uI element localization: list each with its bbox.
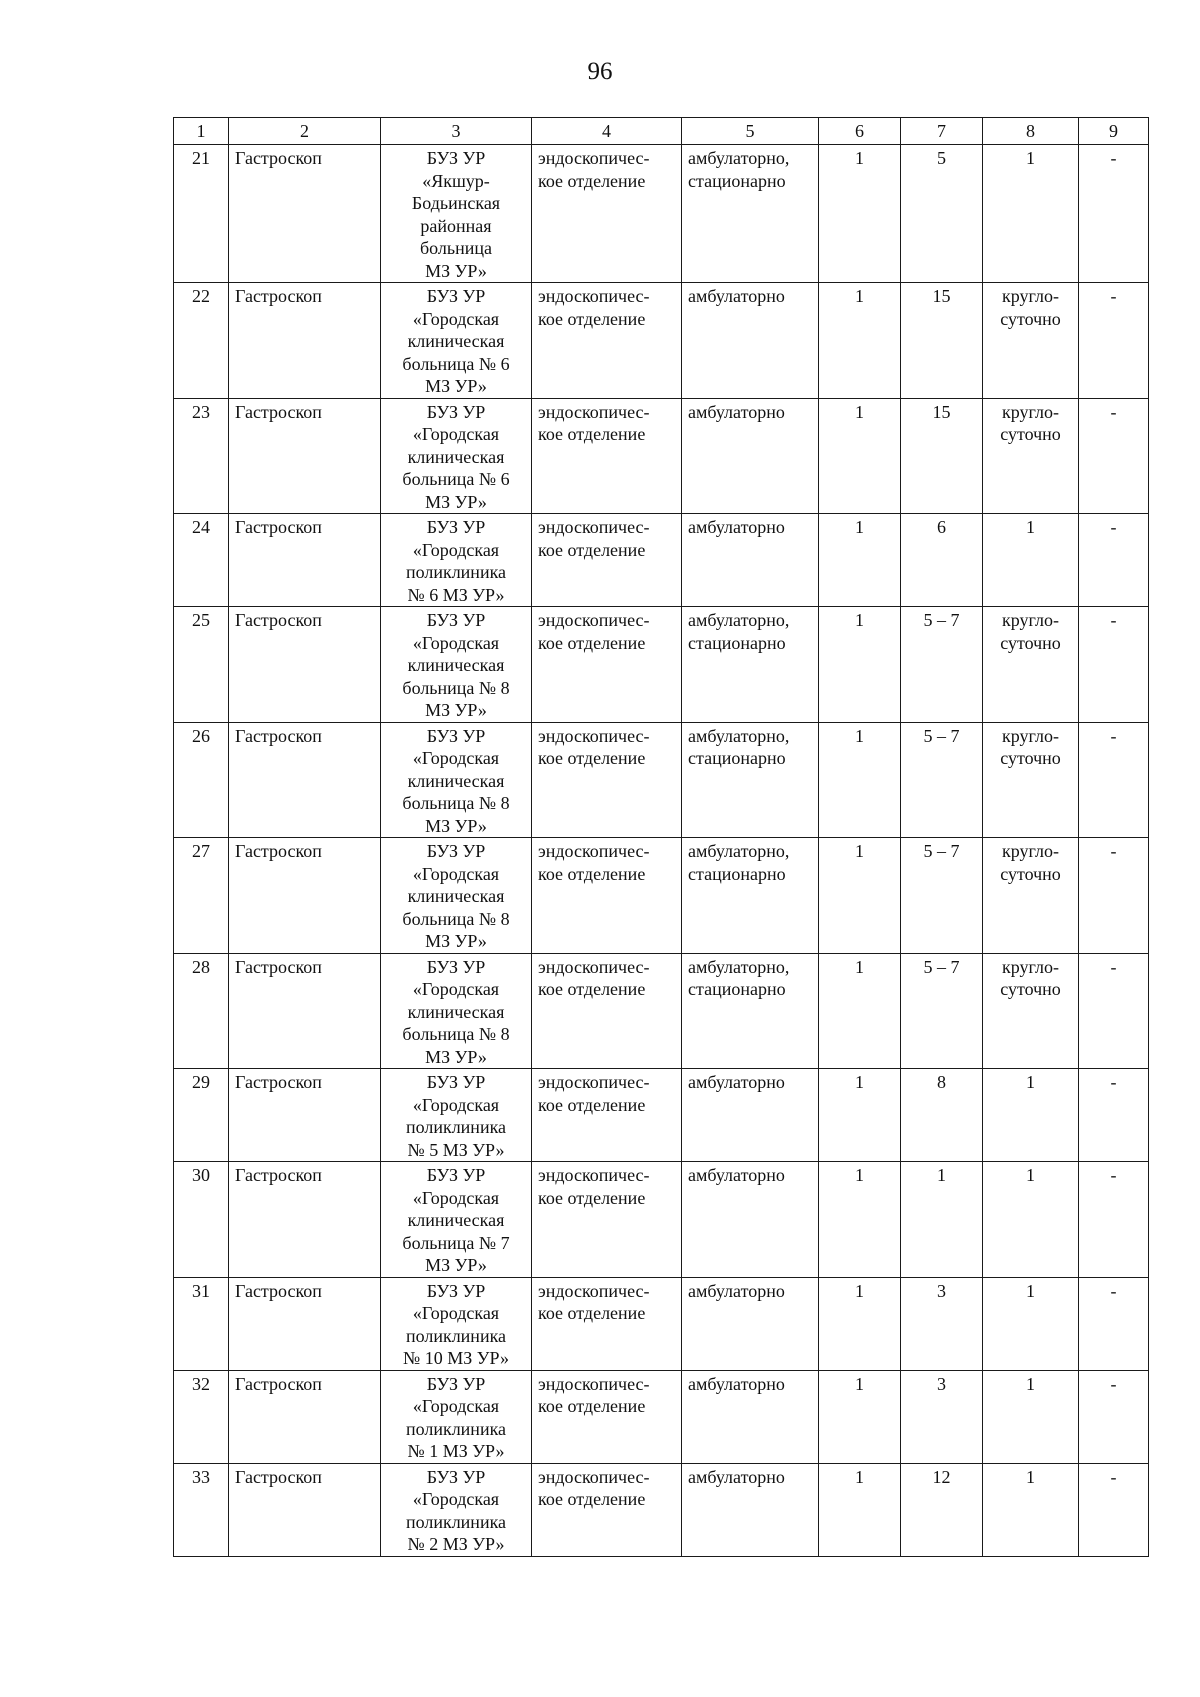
- column-9-cell: -: [1079, 1277, 1149, 1370]
- organization-cell-line: клиническая: [407, 331, 505, 351]
- department-cell: [532, 514, 682, 607]
- column-9-cell: -: [1079, 1370, 1149, 1463]
- organization-cell-line: БУЗ УР: [426, 841, 486, 861]
- column-7-cell: 5: [901, 145, 983, 283]
- department-cell: [532, 838, 682, 954]
- organization-cell: [381, 514, 532, 607]
- column-7-cell: 3: [901, 1277, 983, 1370]
- organization-cell-line: «Городская: [412, 308, 500, 329]
- organization-cell: [381, 1463, 532, 1556]
- column-8-cell: [983, 514, 1079, 607]
- column-6-cell: 1: [819, 283, 901, 399]
- service-mode-cell: [682, 514, 819, 607]
- organization-cell-line: № 10 МЗ УР»: [403, 1348, 509, 1368]
- organization-cell-line: больница № 8: [402, 908, 510, 929]
- column-7-cell: 8: [901, 1069, 983, 1162]
- column-9-cell: -: [1079, 953, 1149, 1069]
- department-cell-line: кое отделение: [538, 1094, 646, 1115]
- organization-cell-line: поликлиника: [405, 1325, 507, 1346]
- department-cell-line: эндоскопичес-: [538, 1280, 650, 1301]
- organization-cell-line: БУЗ УР: [426, 401, 486, 422]
- column-8-cell-line: 1: [1026, 1466, 1035, 1487]
- table-row: [174, 1463, 1149, 1556]
- device-name-cell: Гастроскоп: [229, 607, 381, 723]
- organization-cell-line: клиническая: [407, 655, 505, 675]
- organization-cell-line: МЗ УР»: [425, 376, 487, 396]
- organization-cell-line: больница № 6: [402, 469, 510, 489]
- row-number-cell: 26: [174, 722, 229, 838]
- organization-cell-line: БУЗ УР: [426, 148, 486, 168]
- column-8-cell: [983, 398, 1079, 514]
- column-9-cell: -: [1079, 398, 1149, 514]
- organization-cell: [381, 722, 532, 838]
- column-7-cell: 1: [901, 1162, 983, 1278]
- table-row: [174, 1069, 1149, 1162]
- device-name-cell: Гастроскоп: [229, 1069, 381, 1162]
- department-cell-line: кое отделение: [538, 632, 646, 653]
- organization-cell-line: больница № 8: [402, 677, 510, 698]
- table-row: [174, 607, 1149, 723]
- column-8-cell: [983, 145, 1079, 283]
- column-header: 9: [1079, 118, 1149, 145]
- organization-cell: [381, 145, 532, 283]
- service-mode-cell: [682, 607, 819, 723]
- column-6-cell: 1: [819, 1069, 901, 1162]
- column-7-cell: 15: [901, 283, 983, 399]
- row-number-cell: 24: [174, 514, 229, 607]
- organization-cell-line: № 5 МЗ УР»: [407, 1139, 505, 1160]
- organization-cell-line: «Якшур-: [422, 170, 490, 191]
- organization-cell-line: БУЗ УР: [426, 956, 486, 977]
- service-mode-cell-line: амбулаторно,: [688, 725, 790, 746]
- column-8-cell-line: суточно: [1000, 308, 1061, 329]
- organization-cell-line: клиническая: [407, 1001, 505, 1022]
- organization-cell: [381, 283, 532, 399]
- department-cell-line: эндоскопичес-: [538, 1072, 650, 1092]
- equipment-table: [173, 117, 1149, 1557]
- column-8-cell-line: кругло-: [1002, 610, 1059, 630]
- organization-cell-line: МЗ УР»: [425, 1046, 487, 1067]
- table-row: [174, 1162, 1149, 1278]
- row-number-cell: 23: [174, 398, 229, 514]
- column-7-cell: 5 – 7: [901, 838, 983, 954]
- organization-cell-line: «Городская: [412, 1094, 500, 1115]
- organization-cell-line: поликлиника: [405, 1418, 507, 1439]
- service-mode-cell-line: стационарно: [688, 979, 786, 999]
- column-header: 4: [532, 118, 682, 145]
- service-mode-cell-line: амбулаторно,: [688, 841, 790, 861]
- column-header: 3: [381, 118, 532, 145]
- organization-cell-line: БУЗ УР: [426, 286, 486, 306]
- table-row: [174, 283, 1149, 399]
- table-row: [174, 1277, 1149, 1370]
- row-number-cell: 29: [174, 1069, 229, 1162]
- table-row: [174, 1370, 1149, 1463]
- organization-cell-line: БУЗ УР: [426, 610, 486, 630]
- service-mode-cell-line: амбулаторно: [688, 1165, 785, 1185]
- column-9-cell: -: [1079, 838, 1149, 954]
- page-number: 96: [587, 58, 613, 85]
- organization-cell-line: клиническая: [407, 886, 505, 906]
- service-mode-cell-line: амбулаторно,: [688, 956, 790, 977]
- device-name-cell: Гастроскоп: [229, 1277, 381, 1370]
- column-6-cell: 1: [819, 1277, 901, 1370]
- row-number-cell: 27: [174, 838, 229, 954]
- device-name-cell: Гастроскоп: [229, 1162, 381, 1278]
- department-cell-line: эндоскопичес-: [538, 956, 650, 977]
- service-mode-cell-line: стационарно: [688, 632, 786, 653]
- department-cell-line: эндоскопичес-: [538, 401, 650, 422]
- department-cell-line: эндоскопичес-: [538, 286, 650, 306]
- table-row: [174, 838, 1149, 954]
- table-row: [174, 722, 1149, 838]
- column-8-cell-line: 1: [1026, 148, 1035, 168]
- column-9-cell: -: [1079, 1162, 1149, 1278]
- column-7-cell: 5 – 7: [901, 722, 983, 838]
- column-6-cell: 1: [819, 607, 901, 723]
- organization-cell-line: МЗ УР»: [425, 1255, 487, 1275]
- service-mode-cell-line: стационарно: [688, 170, 786, 191]
- organization-cell-line: БУЗ УР: [426, 1373, 486, 1394]
- department-cell: [532, 283, 682, 399]
- column-8-cell: [983, 722, 1079, 838]
- department-cell-line: эндоскопичес-: [538, 725, 650, 746]
- service-mode-cell-line: амбулаторно: [688, 401, 785, 422]
- service-mode-cell-line: амбулаторно,: [688, 148, 790, 168]
- service-mode-cell-line: амбулаторно,: [688, 610, 790, 630]
- organization-cell-line: поликлиника: [405, 1117, 507, 1137]
- device-name-cell: Гастроскоп: [229, 145, 381, 283]
- organization-cell: [381, 1162, 532, 1278]
- organization-cell-line: «Городская: [412, 1396, 500, 1416]
- column-8-cell-line: суточно: [1000, 979, 1061, 999]
- organization-cell-line: «Городская: [412, 748, 500, 768]
- table-row: [174, 145, 1149, 283]
- department-cell-line: кое отделение: [538, 863, 646, 884]
- organization-cell-line: № 2 МЗ УР»: [407, 1534, 505, 1554]
- table-row: [174, 398, 1149, 514]
- table-row: [174, 953, 1149, 1069]
- table-row: [174, 514, 1149, 607]
- department-cell: [532, 722, 682, 838]
- organization-cell-line: «Городская: [412, 863, 500, 884]
- department-cell-line: кое отделение: [538, 748, 646, 768]
- service-mode-cell-line: стационарно: [688, 863, 786, 884]
- organization-cell: [381, 607, 532, 723]
- organization-cell-line: № 1 МЗ УР»: [407, 1441, 505, 1461]
- row-number-cell: 31: [174, 1277, 229, 1370]
- column-8-cell: [983, 607, 1079, 723]
- department-cell: [532, 953, 682, 1069]
- device-name-cell: Гастроскоп: [229, 283, 381, 399]
- organization-cell-line: Бодьинская: [411, 193, 501, 213]
- column-6-cell: 1: [819, 1162, 901, 1278]
- column-6-cell: 1: [819, 953, 901, 1069]
- row-number-cell: 21: [174, 145, 229, 283]
- column-8-cell: [983, 1162, 1079, 1278]
- service-mode-cell-line: амбулаторно: [688, 1466, 785, 1487]
- department-cell: [532, 1277, 682, 1370]
- column-6-cell: 1: [819, 1370, 901, 1463]
- organization-cell-line: БУЗ УР: [426, 725, 486, 746]
- column-7-cell: 5 – 7: [901, 953, 983, 1069]
- column-6-cell: 1: [819, 145, 901, 283]
- column-8-cell-line: суточно: [1000, 632, 1061, 653]
- organization-cell-line: «Городская: [412, 632, 500, 653]
- department-cell-line: эндоскопичес-: [538, 1373, 650, 1394]
- organization-cell-line: поликлиника: [405, 562, 507, 582]
- column-8-cell-line: 1: [1026, 1072, 1035, 1092]
- column-9-cell: -: [1079, 1069, 1149, 1162]
- column-header: 8: [983, 118, 1079, 145]
- column-6-cell: 1: [819, 514, 901, 607]
- service-mode-cell: [682, 145, 819, 283]
- device-name-cell: Гастроскоп: [229, 514, 381, 607]
- department-cell: [532, 145, 682, 283]
- department-cell-line: кое отделение: [538, 539, 646, 560]
- row-number-cell: 25: [174, 607, 229, 723]
- department-cell-line: эндоскопичес-: [538, 610, 650, 630]
- column-8-cell-line: кругло-: [1002, 841, 1059, 861]
- organization-cell-line: МЗ УР»: [425, 815, 487, 836]
- row-number-cell: 28: [174, 953, 229, 1069]
- organization-cell-line: «Городская: [412, 1303, 500, 1323]
- column-9-cell: -: [1079, 1463, 1149, 1556]
- organization-cell: [381, 1069, 532, 1162]
- organization-cell-line: БУЗ УР: [426, 1466, 486, 1487]
- column-header: 7: [901, 118, 983, 145]
- department-cell-line: кое отделение: [538, 979, 646, 999]
- device-name-cell: Гастроскоп: [229, 398, 381, 514]
- column-8-cell-line: 1: [1026, 1373, 1035, 1394]
- device-name-cell: Гастроскоп: [229, 953, 381, 1069]
- department-cell: [532, 1162, 682, 1278]
- service-mode-cell: [682, 1162, 819, 1278]
- column-7-cell: 5 – 7: [901, 607, 983, 723]
- device-name-cell: Гастроскоп: [229, 838, 381, 954]
- organization-cell-line: больница № 7: [402, 1232, 510, 1253]
- column-8-cell-line: кругло-: [1002, 286, 1059, 306]
- service-mode-cell: [682, 1463, 819, 1556]
- service-mode-cell: [682, 722, 819, 838]
- organization-cell-line: БУЗ УР: [426, 517, 486, 537]
- column-8-cell: [983, 838, 1079, 954]
- column-9-cell: -: [1079, 722, 1149, 838]
- department-cell-line: кое отделение: [538, 1303, 646, 1323]
- organization-cell-line: МЗ УР»: [425, 260, 487, 281]
- column-7-cell: 12: [901, 1463, 983, 1556]
- department-cell: [532, 1069, 682, 1162]
- service-mode-cell: [682, 1069, 819, 1162]
- column-8-cell-line: 1: [1026, 1280, 1035, 1301]
- column-9-cell: -: [1079, 145, 1149, 283]
- organization-cell-line: районная: [420, 215, 492, 236]
- organization-cell-line: больница: [420, 238, 492, 258]
- service-mode-cell: [682, 398, 819, 514]
- organization-cell: [381, 1277, 532, 1370]
- column-6-cell: 1: [819, 722, 901, 838]
- column-header: 2: [229, 118, 381, 145]
- department-cell-line: эндоскопичес-: [538, 1165, 650, 1185]
- department-cell-line: эндоскопичес-: [538, 517, 650, 537]
- column-8-cell: [983, 953, 1079, 1069]
- column-7-cell: 6: [901, 514, 983, 607]
- service-mode-cell-line: амбулаторно: [688, 1280, 785, 1301]
- service-mode-cell: [682, 1370, 819, 1463]
- column-9-cell: -: [1079, 283, 1149, 399]
- row-number-cell: 22: [174, 283, 229, 399]
- organization-cell-line: больница № 6: [402, 353, 510, 374]
- department-cell: [532, 1463, 682, 1556]
- organization-cell-line: МЗ УР»: [425, 491, 487, 512]
- organization-cell-line: «Городская: [412, 979, 500, 999]
- department-cell-line: эндоскопичес-: [538, 148, 650, 168]
- row-number-cell: 32: [174, 1370, 229, 1463]
- organization-cell-line: «Городская: [412, 1489, 500, 1509]
- service-mode-cell-line: стационарно: [688, 748, 786, 768]
- organization-cell-line: МЗ УР»: [425, 931, 487, 951]
- organization-cell-line: «Городская: [412, 424, 500, 444]
- organization-cell-line: клиническая: [407, 446, 505, 467]
- column-8-cell-line: суточно: [1000, 424, 1061, 444]
- column-9-cell: -: [1079, 514, 1149, 607]
- table-header-row: [174, 118, 1149, 145]
- service-mode-cell: [682, 953, 819, 1069]
- organization-cell: [381, 838, 532, 954]
- service-mode-cell-line: амбулаторно: [688, 286, 785, 306]
- department-cell-line: эндоскопичес-: [538, 841, 650, 861]
- column-7-cell: 15: [901, 398, 983, 514]
- device-name-cell: Гастроскоп: [229, 1370, 381, 1463]
- organization-cell-line: № 6 МЗ УР»: [407, 584, 505, 605]
- organization-cell-line: «Городская: [412, 1187, 500, 1208]
- organization-cell-line: поликлиника: [405, 1511, 507, 1532]
- service-mode-cell-line: амбулаторно: [688, 517, 785, 537]
- column-6-cell: 1: [819, 398, 901, 514]
- column-8-cell-line: 1: [1026, 517, 1035, 537]
- column-8-cell-line: кругло-: [1002, 725, 1059, 746]
- column-8-cell: [983, 1370, 1079, 1463]
- organization-cell-line: клиническая: [407, 1210, 505, 1230]
- service-mode-cell-line: амбулаторно: [688, 1072, 785, 1092]
- department-cell-line: кое отделение: [538, 170, 646, 191]
- department-cell-line: кое отделение: [538, 424, 646, 444]
- department-cell: [532, 398, 682, 514]
- organization-cell-line: «Городская: [412, 539, 500, 560]
- column-9-cell: -: [1079, 607, 1149, 723]
- row-number-cell: 30: [174, 1162, 229, 1278]
- device-name-cell: Гастроскоп: [229, 1463, 381, 1556]
- column-8-cell: [983, 1463, 1079, 1556]
- organization-cell-line: клиническая: [407, 770, 505, 791]
- column-8-cell-line: 1: [1026, 1165, 1035, 1185]
- department-cell-line: кое отделение: [538, 1187, 646, 1208]
- service-mode-cell: [682, 1277, 819, 1370]
- column-header: 5: [682, 118, 819, 145]
- organization-cell: [381, 953, 532, 1069]
- column-8-cell-line: кругло-: [1002, 956, 1059, 977]
- organization-cell: [381, 398, 532, 514]
- service-mode-cell-line: амбулаторно: [688, 1373, 785, 1394]
- column-8-cell: [983, 1069, 1079, 1162]
- column-7-cell: 3: [901, 1370, 983, 1463]
- organization-cell: [381, 1370, 532, 1463]
- organization-cell-line: больница № 8: [402, 1024, 510, 1044]
- department-cell-line: кое отделение: [538, 1396, 646, 1416]
- row-number-cell: 33: [174, 1463, 229, 1556]
- column-8-cell-line: кругло-: [1002, 401, 1059, 422]
- department-cell-line: эндоскопичес-: [538, 1466, 650, 1487]
- column-8-cell: [983, 1277, 1079, 1370]
- department-cell: [532, 1370, 682, 1463]
- column-8-cell: [983, 283, 1079, 399]
- table-body: [174, 118, 1149, 1557]
- organization-cell-line: БУЗ УР: [426, 1165, 486, 1185]
- department-cell: [532, 607, 682, 723]
- device-name-cell: Гастроскоп: [229, 722, 381, 838]
- column-header: 1: [174, 118, 229, 145]
- column-6-cell: 1: [819, 838, 901, 954]
- department-cell-line: кое отделение: [538, 1489, 646, 1509]
- organization-cell-line: МЗ УР»: [425, 700, 487, 720]
- service-mode-cell: [682, 838, 819, 954]
- organization-cell-line: больница № 8: [402, 793, 510, 813]
- column-6-cell: 1: [819, 1463, 901, 1556]
- column-8-cell-line: суточно: [1000, 748, 1061, 768]
- service-mode-cell: [682, 283, 819, 399]
- department-cell-line: кое отделение: [538, 308, 646, 329]
- column-8-cell-line: суточно: [1000, 863, 1061, 884]
- column-header: 6: [819, 118, 901, 145]
- organization-cell-line: БУЗ УР: [426, 1072, 486, 1092]
- organization-cell-line: БУЗ УР: [426, 1280, 486, 1301]
